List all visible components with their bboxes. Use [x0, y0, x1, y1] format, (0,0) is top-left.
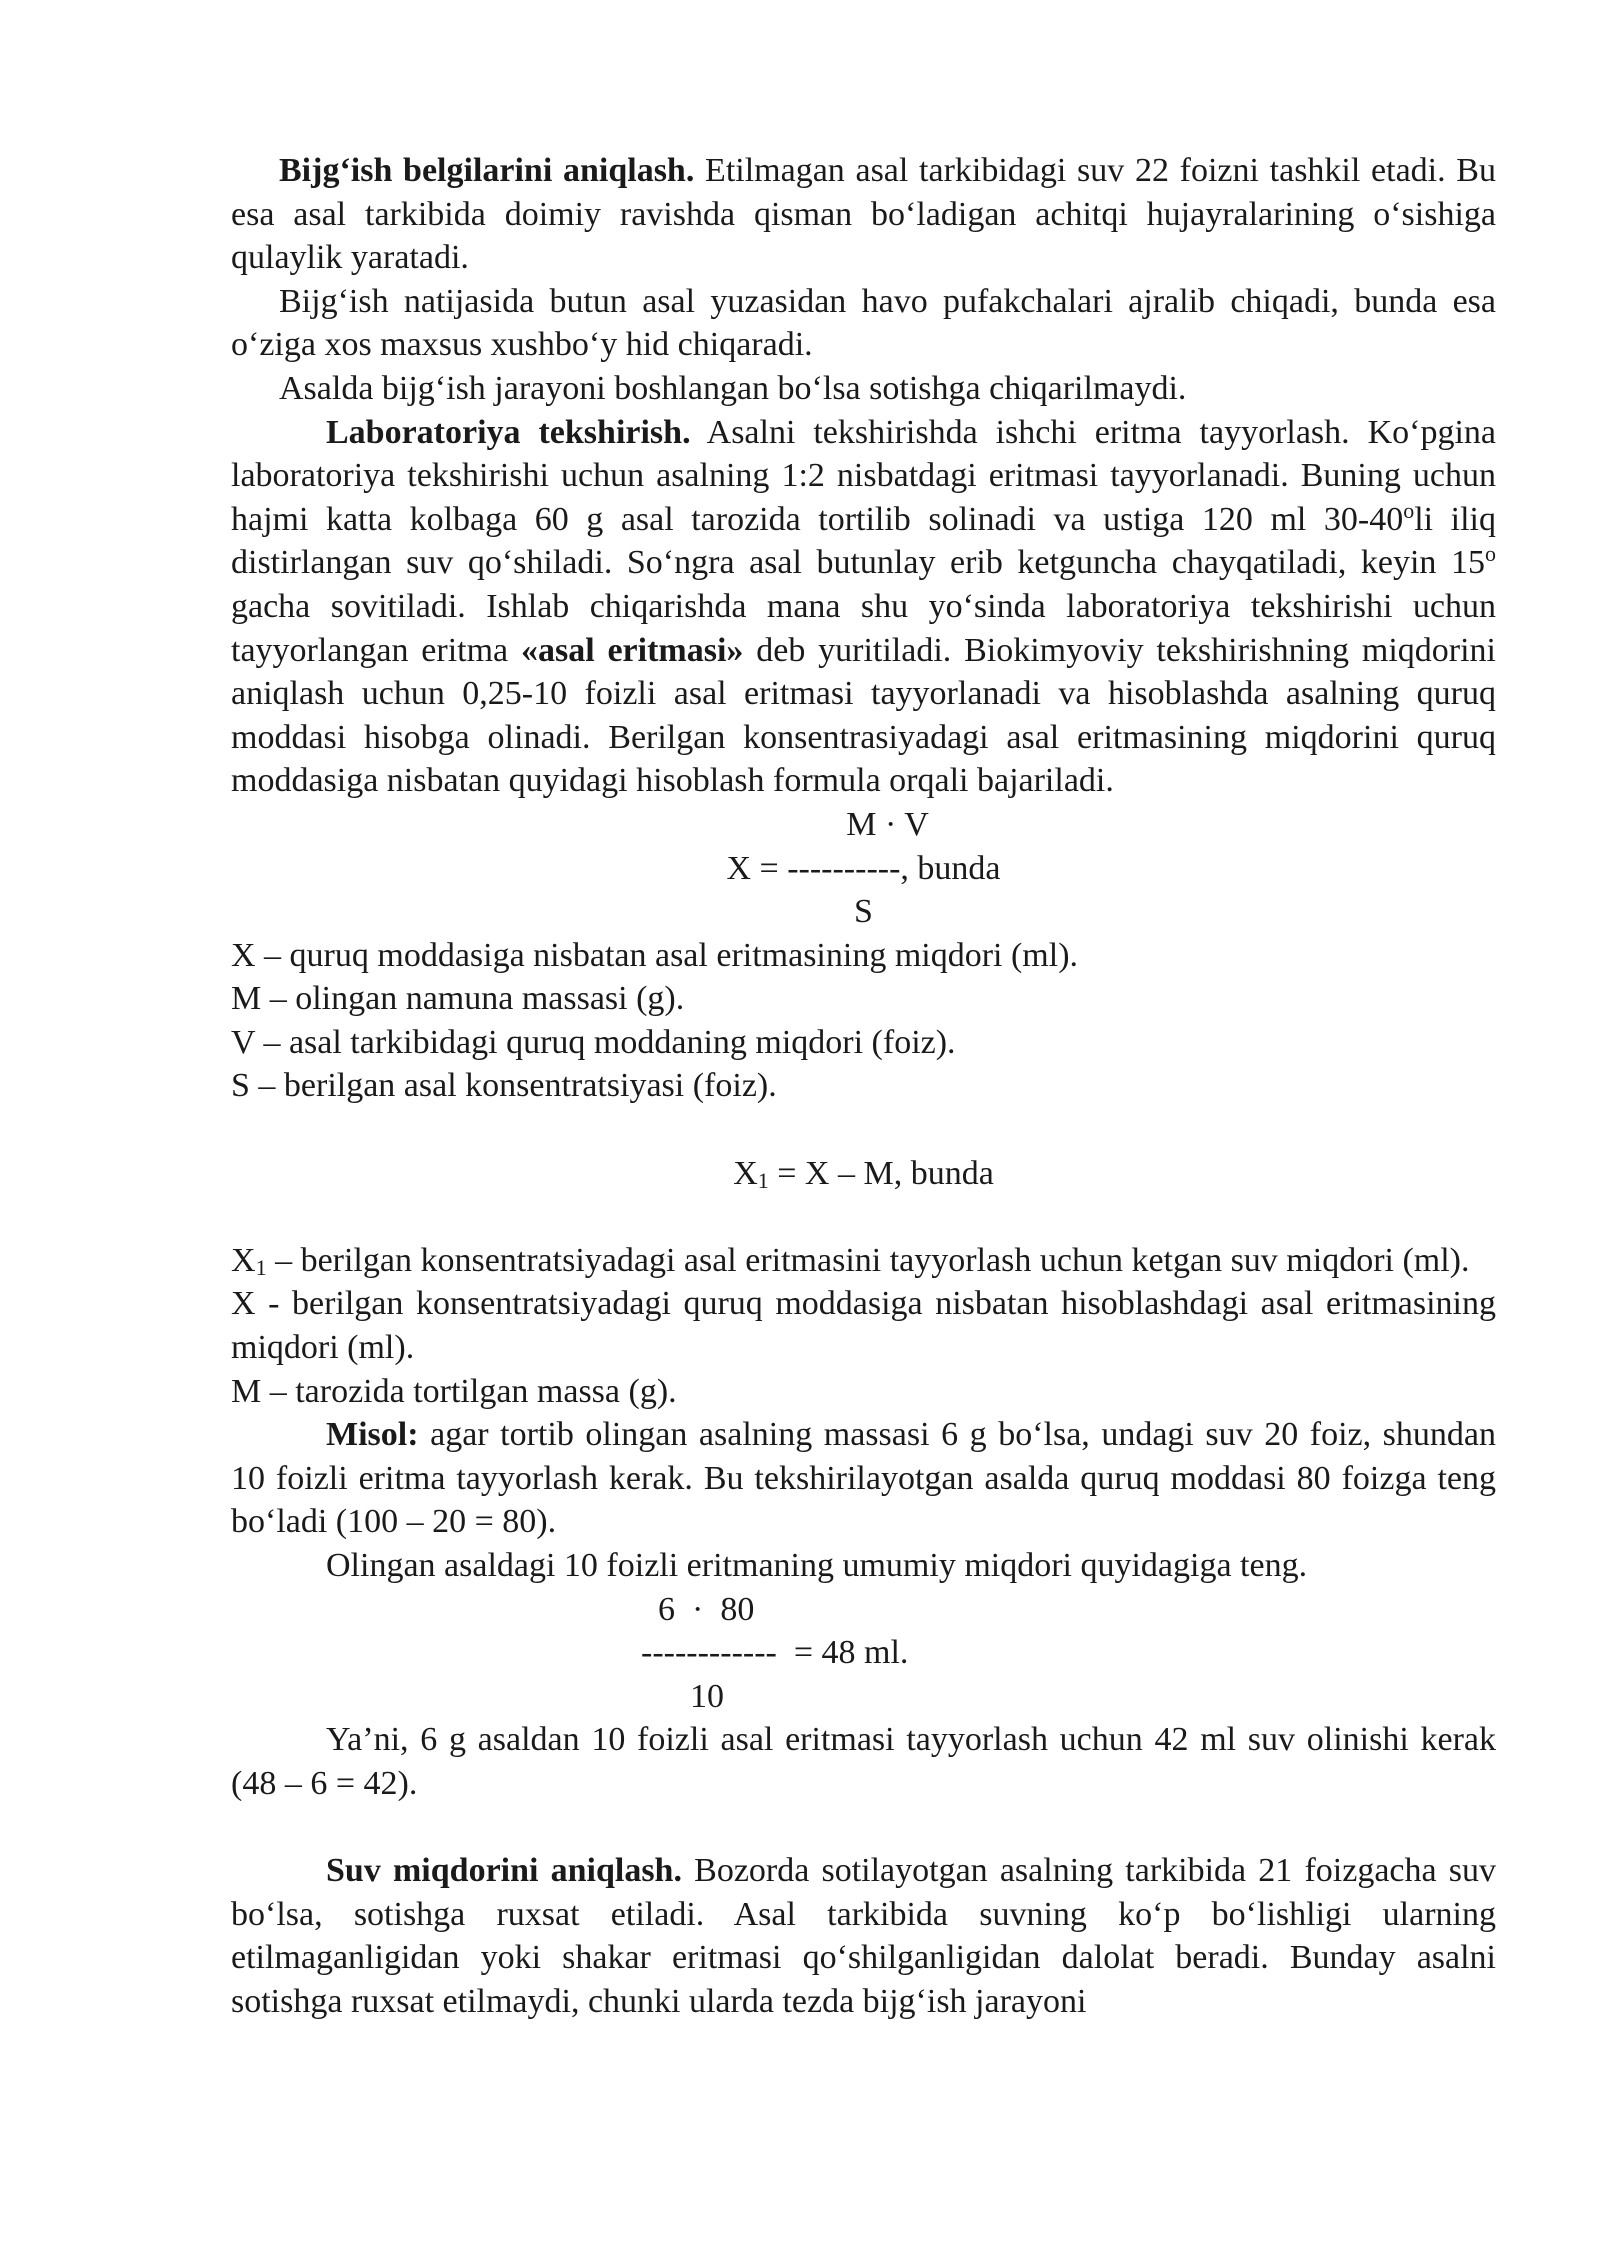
paragraph-fermentation-sale: Asalda bijg‘ish jarayoni boshlangan bo‘lsa sotishga chiqarilmaydi.	[279, 369, 1187, 407]
paragraph-text: Bozorda sotilayotgan asalning tarkibida 21 foizgacha suv bo‘lsa, sotishga ruxsat etiladi. Asal tarkibida suvning ko‘p bo‘lishligi ularning etilmaganligidan yoki shakar eritmasi qo‘shilganligidan dalolat beradi. Bunday asalni sotishga ruxsat etilmaydi, chunki ularda tezda bijg‘ish jarayoni	[231, 1852, 1496, 2020]
paragraph-laboratory	[231, 411, 1496, 803]
spacer	[231, 1195, 1496, 1239]
formula-x	[231, 803, 1496, 934]
definition-m: M – olingan namuna massasi (g).	[231, 980, 685, 1018]
definition-x-dry: X - berilgan konsentratsiyadagi quruq moddasiga nisbatan hisoblashdagi asal eritmasining miqdori (ml).	[231, 1285, 1496, 1367]
paragraph-total-amount: Olingan asaldagi 10 foizli eritmaning umumiy miqdori quyidagiga teng.	[326, 1547, 1308, 1584]
section-heading-laboratory: Laboratoriya tekshirish.	[326, 413, 691, 451]
section-heading-water: Suv miqdorini aniqlash.	[326, 1852, 682, 1890]
paragraph-text: agar tortib olingan asalning massasi 6 g bo‘lsa, undagi suv 20 foiz, shundan 10 foizli eritma tayyorlash kerak. Bu tekshirilayotgan asalda quruq moddasi 80 foizga teng bo‘ladi (100 – 20 = 80).	[231, 1416, 1496, 1541]
definition-s: S – berilgan asal konsentratsiyasi (foiz).	[231, 1067, 777, 1105]
formula-x1	[231, 1152, 1496, 1196]
paragraph-text: li iliq distirlangan suv qo‘shiladi. So‘ngra asal butunlay erib ketguncha chayqatiladi, keyin 15	[231, 500, 1497, 582]
definition-subscript: 1	[255, 1254, 267, 1280]
formula-rest: = X – M, bunda	[768, 1154, 994, 1192]
definition-x1	[231, 1239, 1496, 1283]
formula-main-line: X = ----------, bunda	[726, 849, 1001, 887]
definition-text: – berilgan konsentratsiyadagi asal eritmasini tayyorlash uchun ketgan suv miqdori (ml).	[266, 1241, 1470, 1279]
paragraph-example	[231, 1413, 1496, 1544]
definition-symbol: X	[231, 1241, 256, 1279]
paragraph-text: Asalni tekshirishda ishchi eritma tayyorlash. Ko‘pgina laboratoriya tekshirishi uchun asalning 1:2 nisbatdagi eritmasi tayyorlanadi. Buning uchun hajmi katta kolbaga 60 g asal tarozida tortilib solinadi va ustiga 120 ml 30-40	[231, 413, 1497, 538]
degree-superscript: o	[1403, 497, 1415, 523]
example-label: Misol:	[326, 1416, 419, 1454]
paragraph-conclusion: Ya’ni, 6 g asaldan 10 foizli asal eritmasi tayyorlash uchun 42 ml suv olinishi kerak (48 – 6 = 42).	[231, 1721, 1496, 1802]
term-asal-eritmasi: «asal eritmasi»	[520, 631, 744, 669]
formula-denominator: S	[854, 893, 873, 931]
formula-subscript: 1	[757, 1167, 769, 1193]
paragraph-text: Etilmagan asal tarkibidagi suv 22 foizni tashkil etadi. Bu esa asal tarkibida doimiy ravishda qisman bo‘ladigan achitqi hujayralarining o‘sishiga qulaylik yaratadi.	[231, 152, 1496, 277]
definition-x: X – quruq moddasiga nisbatan asal eritmasining miqdori (ml).	[231, 936, 1079, 974]
paragraph-fermentation-signs	[231, 149, 1496, 280]
calc-denominator: 10	[690, 1677, 724, 1715]
calc-numerator: 6 · 80	[658, 1590, 755, 1628]
paragraph-fermentation-result: Bijg‘ish natijasida butun asal yuzasidan havo pufakchalari ajralib chiqadi, bunda esa o‘ziga xos maxsus xushbo‘y hid chiqaradi.	[231, 282, 1496, 364]
formula-symbol: X	[733, 1154, 758, 1192]
section-heading-fermentation: Bijg‘ish belgilarini aniqlash.	[279, 152, 695, 189]
paragraph-text: gacha sovitiladi. Ishlab chiqarishda mana shu yo‘sinda laboratoriya tekshirishi uchun tayyorlangan eritma	[231, 587, 1496, 669]
formula-numerator: M · V	[846, 805, 929, 843]
formula-calculation	[231, 1588, 1496, 1719]
paragraph-text: deb yuritiladi. Biokimyoviy tekshirishning miqdorini aniqlash uchun 0,25-10 foizli asal eritmasi tayyorlanadi va hisoblashda asalning quruq moddasi hisobga olinadi. Berilgan konsentrasiyadagi asal eritmasining miqdorini quruq moddasiga nisbatan quyidagi hisoblash formula orqali bajariladi.	[231, 631, 1496, 800]
definition-m-mass: M – tarozida tortilgan massa (g).	[231, 1372, 677, 1410]
definition-v: V – asal tarkibidagi quruq moddaning miqdori (foiz).	[231, 1023, 956, 1061]
spacer	[231, 1806, 1496, 1850]
spacer	[231, 1108, 1496, 1152]
degree-superscript: o	[1485, 541, 1496, 567]
calc-main-line: ------------ = 48 ml.	[641, 1634, 909, 1672]
document-page	[231, 149, 1496, 2024]
paragraph-water-content	[231, 1849, 1496, 2023]
